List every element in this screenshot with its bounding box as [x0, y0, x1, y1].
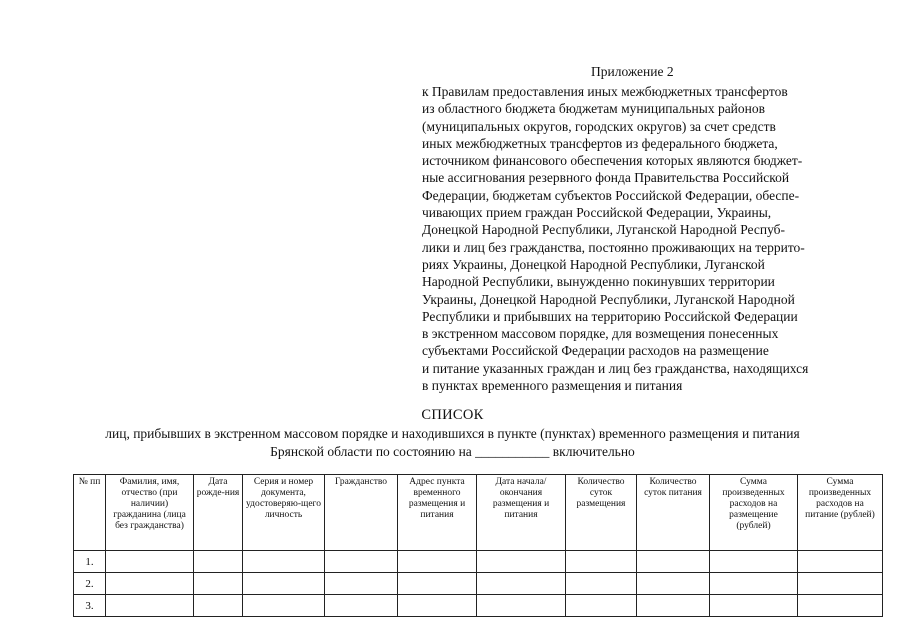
- appendix-line: Донецкой Народной Республики, Луганской Народной Респуб-: [422, 222, 786, 238]
- header-days-accommodation: Количество суток размещения: [566, 475, 637, 551]
- row-number: 3.: [74, 595, 106, 617]
- table-cell: [566, 573, 637, 595]
- appendix-line: из областного бюджета бюджетам муниципальных районов: [422, 101, 766, 117]
- table-cell: [710, 595, 798, 617]
- appendix-line: лики и лиц без гражданства, постоянно проживающих на террито-: [422, 239, 805, 255]
- table-cell: [710, 573, 798, 595]
- table-row: [74, 573, 883, 595]
- header-sum-meals: Сумма произведенных расходов на питание (рублей): [798, 475, 883, 551]
- table-cell: [106, 551, 194, 573]
- table-cell: [398, 595, 477, 617]
- list-title: СПИСОК: [421, 407, 484, 423]
- header-birth-date: Дата рожде-ния: [194, 475, 243, 551]
- table-cell: [798, 551, 883, 573]
- row-number: 2.: [74, 573, 106, 595]
- appendix-line: (муниципальных округов, городских округов) за счет средств: [422, 118, 776, 134]
- table-cell: [637, 573, 710, 595]
- appendix-line: субъектами Российской Федерации расходов на размещение: [422, 343, 769, 359]
- appendix-line: источником финансового обеспечения которых являются бюджет-: [422, 153, 803, 169]
- list-date-line: Брянской области по состоянию на ___________ включительно: [270, 444, 635, 459]
- table-cell: [194, 551, 243, 573]
- table-cell: [106, 595, 194, 617]
- appendix-body: [422, 83, 872, 394]
- header-id-document: Серия и номер документа, удостоверяю-щего личность: [243, 475, 325, 551]
- table-cell: [477, 551, 566, 573]
- appendix-line: Федерации, бюджетам субъектов Российской Федерации, обеспе-: [422, 187, 800, 203]
- table-cell: [798, 573, 883, 595]
- appendix-line: в экстренном массовом порядке, для возмещения понесенных: [422, 326, 779, 342]
- appendix-line: Украины, Донецкой Народной Республики, Луганской Народной: [422, 291, 795, 307]
- table-header-row: [74, 475, 883, 551]
- header-days-meals: Количество суток питания: [637, 475, 710, 551]
- table-cell: [566, 595, 637, 617]
- table-row: [74, 595, 883, 617]
- header-sum-accommodation: Сумма произведенных расходов на размещение (рублей): [710, 475, 798, 551]
- table-cell: [325, 551, 398, 573]
- header-citizenship: Гражданство: [325, 475, 398, 551]
- table-cell: [710, 551, 798, 573]
- appendix-title: Приложение 2: [591, 64, 674, 79]
- list-subtitle: лиц, прибывших в экстренном массовом порядке и находившихся в пункте (пунктах) временного размещения и питания: [105, 426, 800, 441]
- header-full-name: Фамилия, имя, отчество (при наличии) гражданина (лица без гражданства): [106, 475, 194, 551]
- table-cell: [637, 595, 710, 617]
- table-cell: [325, 595, 398, 617]
- table-cell: [798, 595, 883, 617]
- table-cell: [325, 573, 398, 595]
- appendix-line: ные ассигнования резервного фонда Правительства Российской: [422, 170, 790, 186]
- appendix-line: чивающих прием граждан Российской Федерации, Украины,: [422, 205, 772, 221]
- table-cell: [637, 551, 710, 573]
- appendix-line: и питание указанных граждан и лиц без гражданства, находящихся: [422, 360, 809, 376]
- table-cell: [477, 573, 566, 595]
- table-cell: [194, 595, 243, 617]
- table-cell: [106, 573, 194, 595]
- appendix-line: иных межбюджетных трансфертов из федерального бюджета,: [422, 135, 778, 151]
- table-cell: [566, 551, 637, 573]
- table-cell: [477, 595, 566, 617]
- row-number: 1.: [74, 551, 106, 573]
- header-number: № пп: [74, 475, 106, 551]
- table-cell: [398, 551, 477, 573]
- appendix-line: риях Украины, Донецкой Народной Республики, Луганской: [422, 256, 765, 272]
- table-cell: [243, 595, 325, 617]
- appendix-line: в пунктах временного размещения и питания: [422, 378, 683, 394]
- appendix-line: Народной Республики, вынужденно покинувших территории: [422, 274, 775, 290]
- table-cell: [194, 573, 243, 595]
- table-cell: [243, 573, 325, 595]
- register-table: [73, 474, 883, 617]
- table-row: [74, 551, 883, 573]
- table-cell: [243, 551, 325, 573]
- appendix-line: к Правилам предоставления иных межбюджетных трансфертов: [422, 84, 788, 99]
- header-dates: Дата начала/ окончания размещения и питания: [477, 475, 566, 551]
- header-address: Адрес пункта временного размещения и питания: [398, 475, 477, 551]
- appendix-line: Республики и прибывших на территорию Российской Федерации: [422, 308, 798, 324]
- table-cell: [398, 573, 477, 595]
